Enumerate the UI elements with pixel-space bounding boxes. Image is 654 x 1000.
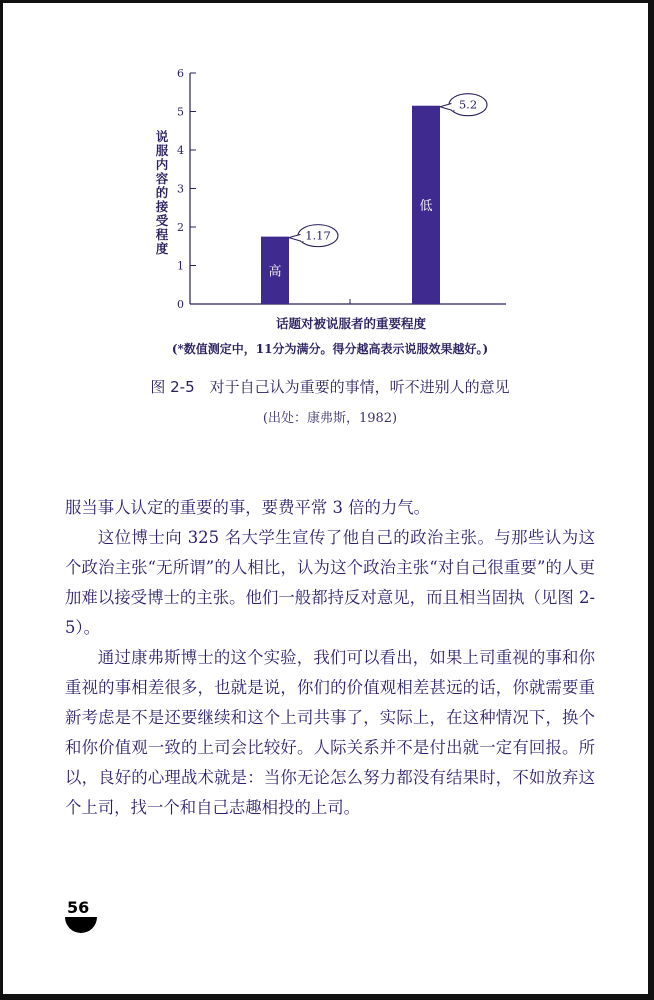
bars xyxy=(261,106,440,304)
y-tick-label: 3 xyxy=(177,182,184,196)
x-axis-label: 话题对被说服者的重要程度 xyxy=(275,316,427,331)
page-number: 56 xyxy=(67,898,90,917)
paragraph: 服当事人认定的重要的事，要费平常 3 倍的力气。 xyxy=(65,498,431,517)
y-tick-label: 5 xyxy=(177,105,184,119)
page-number-ornament xyxy=(65,917,97,933)
y-tick-label: 4 xyxy=(177,144,184,157)
figure-source: (出处：康弗斯，1982) xyxy=(262,411,398,426)
y-tick-label: 1 xyxy=(177,259,184,273)
y-tick-label: 2 xyxy=(177,221,184,234)
bar-category-label: 高 xyxy=(268,264,282,280)
bar-category-label: 低 xyxy=(419,198,433,214)
y-axis-label: 说服内容的接受程度 xyxy=(155,129,169,256)
value-callouts xyxy=(289,94,487,247)
body-text xyxy=(65,493,595,823)
figure-title: 图 2-5 对于自己认为重要的事情，听不进别人的意见 xyxy=(150,378,510,396)
y-tick-label: 6 xyxy=(177,67,184,80)
paragraph: 通过康弗斯博士的这个实验，我们可以看出，如果上司重视的事和你重视的事相差很多，也就是说，你们的价值观相差甚远的话，你就需要重新考虑是不是还要继续和这个上司共事了，实际上，在这种情况下，换个和你价值观一致的上司会比较好。人际关系并不是付出就一定有回报。所以，良好的心理战术就是：当你无论怎么努力都没有结果时，不如放弃这个上司，找一个和自己志趣相投的上司。 xyxy=(65,648,595,817)
value-label: 5.2 xyxy=(458,97,478,112)
bar-chart xyxy=(3,3,654,343)
y-ticks xyxy=(177,67,196,311)
paragraph: 这位博士向 325 名大学生宣传了他自己的政治主张。与那些认为这个政治主张“无所谓”的人相比，认为这个政治主张“对自己很重要”的人更加难以接受博士的主张。他们一般都持反对意见，而且相当固执（见图 2-5）。 xyxy=(65,528,595,637)
y-tick-label: 0 xyxy=(177,298,184,311)
figure-note: (*数值测定中，11分为满分。得分越高表示说服效果越好。) xyxy=(171,342,489,356)
value-label: 1.17 xyxy=(305,228,331,243)
